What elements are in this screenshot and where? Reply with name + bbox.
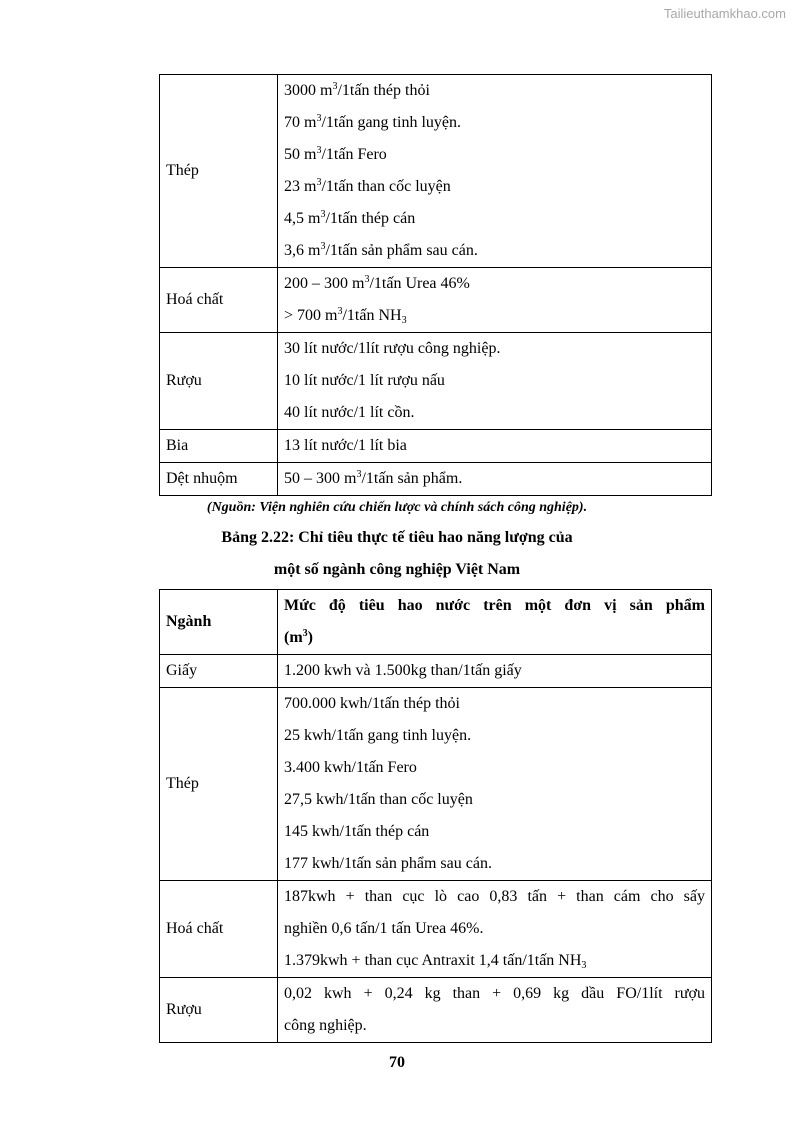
- value-line: 10 lít nước/1 lít rượu nấu: [284, 372, 445, 389]
- value-line: 3000 $m^3/1tấn$ thép thỏi: [284, 81, 430, 99]
- value-line: 187kwh + than cục lò cao 0,83 tấn + than cám cho sấy: [284, 888, 705, 905]
- table-row: [160, 430, 712, 463]
- energy-consumption-table: [159, 589, 712, 1043]
- watermark: Tailieuthamkhao.com: [663, 6, 786, 21]
- table-caption: Bảng 2.22: Chỉ tiêu thực tế tiêu hao năng lượng của: [221, 529, 573, 546]
- value-line: 25 kwh/1tấn gang tinh luyện.: [284, 727, 472, 744]
- table-row: [160, 75, 712, 268]
- industry-cell: Hoá chất: [160, 881, 278, 978]
- value-line: 3,6 $m^3/1tấn$ sản phẩm sau cán.: [284, 241, 478, 259]
- table-header-row: [160, 590, 712, 655]
- table-row: [160, 655, 712, 688]
- industry-cell: Thép: [160, 75, 278, 268]
- table-row: [160, 881, 712, 978]
- table-row: [160, 333, 712, 430]
- value-cell: [278, 75, 712, 268]
- value-cell: [278, 881, 712, 978]
- header-industry: Ngành: [160, 590, 278, 655]
- value-line: 700.000 kwh/1tấn thép thỏi: [284, 695, 460, 712]
- value-cell: [278, 688, 712, 881]
- value-line: 50 $m^3/1tấn$ Fero: [284, 145, 387, 163]
- value-cell: [278, 430, 712, 463]
- value-line: 145 kwh/1tấn thép cán: [284, 823, 430, 840]
- value-line: 27,5 kwh/1tấn than cốc luyện: [284, 791, 473, 808]
- industry-cell: Hoá chất: [160, 268, 278, 333]
- table-row: [160, 688, 712, 881]
- header-consumption: Mức độ tiêu hao nước trên một đơn vị sản phẩm $(m^3)$: [278, 590, 712, 655]
- table-caption-line2: một số ngành công nghiệp Việt Nam: [273, 561, 521, 578]
- industry-cell: Bia: [160, 430, 278, 463]
- table-row: [160, 463, 712, 496]
- value-line: 200 – 300 $m^3/1tấn$ Urea 46%: [284, 274, 470, 292]
- table-row: [160, 978, 712, 1043]
- value-line: 50 – 300 $m^3/1tấn$ sản phẩm.: [284, 469, 463, 487]
- value-line: 3.400 kwh/1tấn Fero: [284, 759, 417, 776]
- value-line: 0,02 kwh + 0,24 kg than + 0,69 kg dầu FO/1lít rượu: [284, 985, 705, 1002]
- industry-cell: Rượu: [160, 978, 278, 1043]
- value-cell: [278, 978, 712, 1043]
- value-line: nghiền 0,6 tấn/1 tấn Urea 46%.: [284, 920, 484, 937]
- page-number: 70: [389, 1054, 405, 1071]
- value-cell: [278, 655, 712, 688]
- value-line: 40 lít nước/1 lít cồn.: [284, 404, 415, 421]
- value-line: 23 $m^3/1tấn$ than cốc luyện: [284, 177, 451, 195]
- value-line: 177 kwh/1tấn sản phẩm sau cán.: [284, 855, 492, 872]
- industry-cell: Giấy: [160, 655, 278, 688]
- value-line: 4,5 $m^3/1tấn$ thép cán: [284, 209, 416, 227]
- industry-cell: Dệt nhuộm: [160, 463, 278, 496]
- water-consumption-table: [159, 74, 712, 496]
- industry-cell: Thép: [160, 688, 278, 881]
- value-line: công nghiệp.: [284, 1017, 367, 1034]
- value-cell: [278, 333, 712, 430]
- value-line: 1.200 kwh và 1.500kg than/1tấn giấy: [284, 662, 522, 679]
- value-line: 70 $m^3/1tấn$ gang tinh luyện.: [284, 113, 461, 131]
- value-cell: [278, 463, 712, 496]
- industry-cell: Rượu: [160, 333, 278, 430]
- source-note: (Nguồn: Viện nghiên cứu chiến lược và chính sách công nghiệp).: [206, 500, 588, 515]
- value-line: > 700 $m^3/1tấn$ $NH_3$: [284, 306, 407, 326]
- value-line: 30 lít nước/1lít rượu công nghiệp.: [284, 340, 501, 357]
- value-cell: [278, 268, 712, 333]
- value-line: 13 lít nước/1 lít bia: [284, 437, 407, 454]
- table-row: [160, 268, 712, 333]
- value-line: 1.379kwh + than cục Antraxit 1,4 tấn/1tấn $NH_3$: [284, 952, 587, 971]
